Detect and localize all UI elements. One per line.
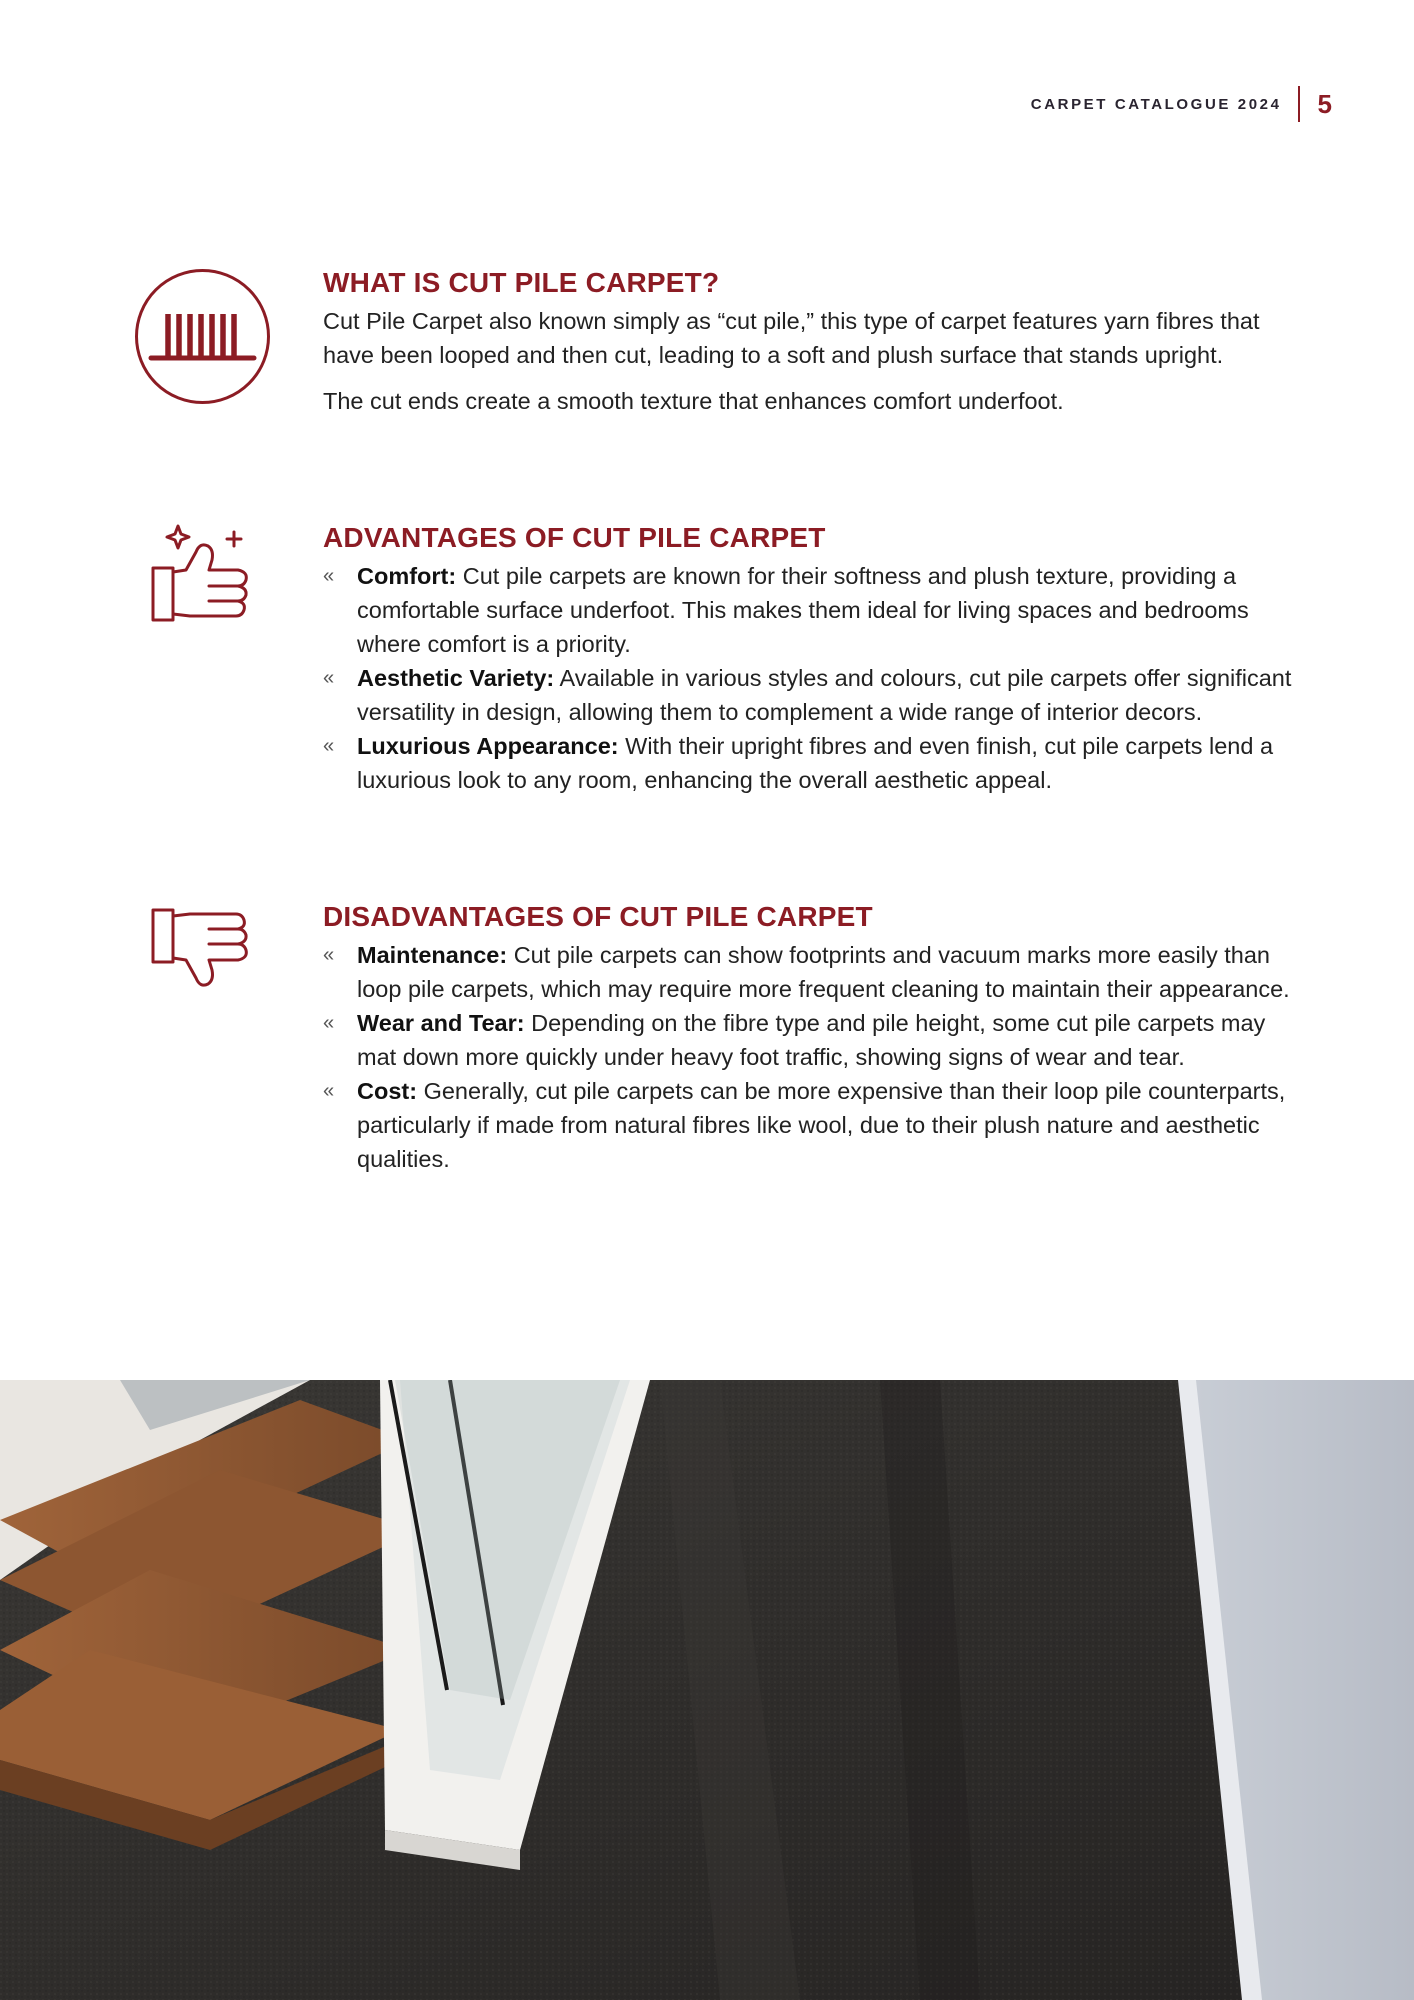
bullet-term: Cost:	[357, 1078, 418, 1104]
bullet-mark: «	[323, 565, 335, 587]
bullet-term: Comfort:	[357, 563, 457, 589]
bullet-term: Maintenance:	[357, 942, 508, 968]
page-number: 5	[1317, 88, 1332, 119]
bullet-term: Aesthetic Variety:	[357, 665, 555, 691]
bullet-term: Luxurious Appearance:	[357, 733, 619, 759]
what-is-paragraph-2: The cut ends create a smooth texture that enhances comfort underfoot.	[323, 388, 1064, 414]
disadvantages-list	[323, 938, 1293, 1176]
list-item	[323, 938, 1293, 1006]
disadvantages-title: DISADVANTAGES OF CUT PILE CARPET	[323, 901, 873, 932]
header-divider	[1298, 86, 1300, 122]
advantages-section	[323, 521, 1293, 797]
carpeted-floor-with-stairs-photo	[0, 1380, 1414, 2000]
thumbs-up-icon	[146, 520, 256, 630]
bullet-text: Available in various styles and colours, cut pile carpets offer significant versatility in design, allowing them to complement a wide range of interior decors.	[357, 665, 1292, 725]
list-item	[323, 559, 1293, 661]
bullet-text: Cut pile carpets are known for their softness and plush texture, providing a comfortable surface underfoot. This makes them ideal for living spaces and bedrooms where comfort is a priority.	[357, 563, 1249, 657]
list-item	[323, 1074, 1293, 1176]
cut-pile-icon	[134, 268, 271, 405]
bullet-text: Generally, cut pile carpets can be more expensive than their loop pile counterparts, particularly if made from natural fibres like wool, due to their plush nature and aesthetic qualities.	[357, 1078, 1286, 1172]
advantages-title: ADVANTAGES OF CUT PILE CARPET	[323, 522, 826, 553]
list-item	[323, 661, 1293, 729]
disadvantages-section	[323, 900, 1293, 1176]
bullet-mark: «	[323, 1012, 335, 1034]
bullet-mark: «	[323, 1080, 335, 1102]
bullet-text: Cut pile carpets can show footprints and vacuum marks more easily than loop pile carpets, which may require more frequent cleaning to maintain their appearance.	[357, 942, 1290, 1002]
list-item	[323, 1006, 1293, 1074]
bullet-term: Wear and Tear:	[357, 1010, 525, 1036]
what-is-title: WHAT IS CUT PILE CARPET?	[323, 267, 720, 298]
page-header	[1031, 84, 1332, 124]
what-is-paragraph-1: Cut Pile Carpet also known simply as “cut pile,” this type of carpet features yarn fibres that have been looped and then cut, leading to a soft and plush surface that stands upright.	[323, 308, 1260, 368]
bullet-mark: «	[323, 735, 335, 757]
bullet-text: Depending on the fibre type and pile height, some cut pile carpets may mat down more quickly under heavy foot traffic, showing signs of wear and tear.	[357, 1010, 1266, 1070]
thumbs-down-icon	[146, 900, 256, 1010]
bullet-text: With their upright fibres and even finish, cut pile carpets lend a luxurious look to any room, enhancing the overall aesthetic appeal.	[357, 733, 1274, 793]
what-is-section	[323, 266, 1293, 418]
bullet-mark: «	[323, 944, 335, 966]
catalogue-title: CARPET CATALOGUE 2024	[1030, 95, 1282, 113]
bullet-mark: «	[323, 667, 335, 689]
list-item	[323, 729, 1293, 797]
advantages-list	[323, 559, 1293, 797]
